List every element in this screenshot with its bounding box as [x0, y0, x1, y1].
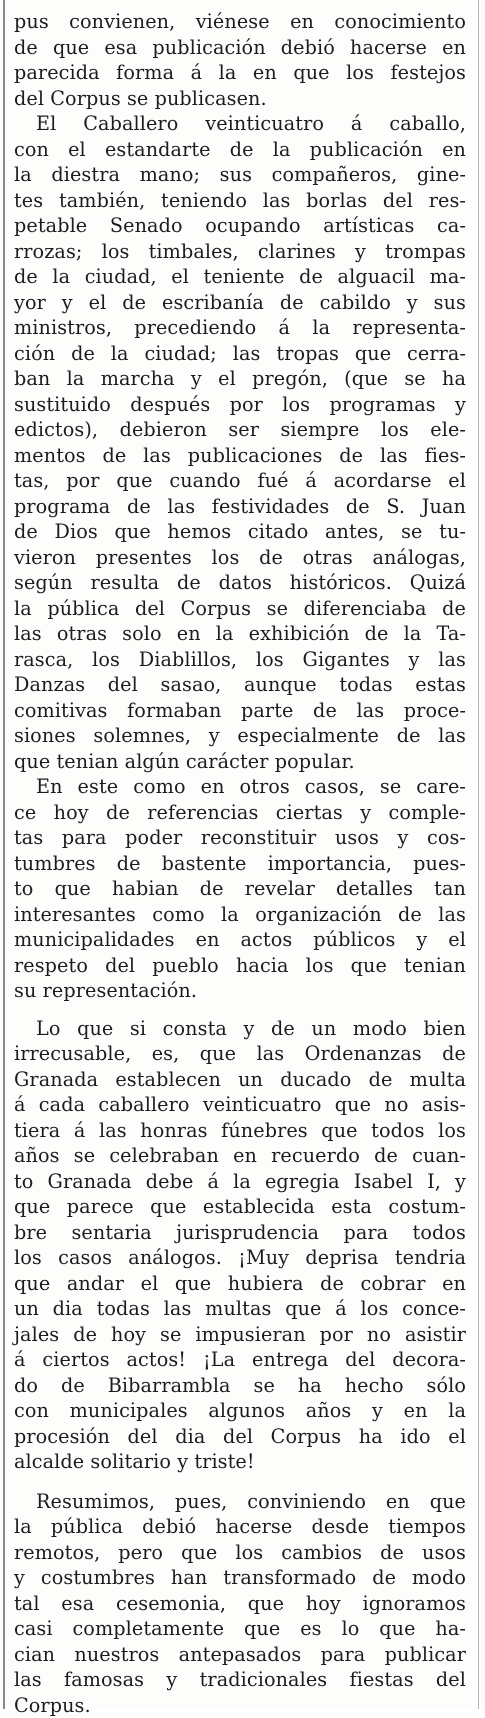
text-line: que andar el que hubiera de cobrar en	[14, 1271, 466, 1297]
text-line: rasca, los Diablillos, los Gigantes y las	[14, 647, 466, 673]
text-line: tas para poder reconstituir usos y cos-	[14, 825, 466, 851]
text-line: edictos), debieron ser siempre los ele-	[14, 417, 466, 443]
text-line: con municipales algunos años y en la	[14, 1398, 466, 1424]
text-line: la diestra mano; sus compañeros, gine-	[14, 162, 466, 188]
text-line: Danzas del sasao, aunque todas estas	[14, 672, 466, 698]
text-line: ban la marcha y el pregón, (que se ha	[14, 366, 466, 392]
text-line: comitivas formaban parte de las proce-	[14, 698, 466, 724]
text-line: to que habian de revelar detalles tan	[14, 876, 466, 902]
text-line: de que esa publicación debió hacerse en	[14, 35, 466, 61]
text-line: do de Bibarrambla se ha hecho sólo	[14, 1373, 466, 1399]
text-line: ministros, precediendo á la representa-	[14, 315, 466, 341]
text-line: irrecusable, es, que las Ordenanzas de	[14, 1041, 466, 1067]
text-line: respeto del pueblo hacia los que tenian	[14, 953, 466, 979]
text-line: jales de hoy se impusieran por no asistir	[14, 1322, 466, 1348]
text-line: de la ciudad, el teniente de alguacil ma-	[14, 264, 466, 290]
column-rule-left	[3, 0, 5, 1709]
text-line: El Caballero veinticuatro á caballo,	[14, 111, 466, 137]
article-column	[14, 0, 466, 1718]
text-line: tas, por que cuando fué á acordarse el	[14, 468, 466, 494]
text-line: tes también, teniendo las borlas del res-	[14, 188, 466, 214]
text-line: tumbres de bastente importancia, pues-	[14, 851, 466, 877]
text-line: vieron presentes los de otras análogas,	[14, 545, 466, 571]
text-line: los casos análogos. ¡Muy deprisa tendria	[14, 1245, 466, 1271]
text-line: bre sentaria jurisprudencia para todos	[14, 1220, 466, 1246]
text-line: municipalidades en actos públicos y el	[14, 927, 466, 953]
column-rule-right	[478, 0, 479, 1709]
text-line: ce hoy de referencias ciertas y comple-	[14, 800, 466, 826]
text-line: cian nuestros antepasados para publicar	[14, 1642, 466, 1668]
text-line: programa de las festividades de S. Juan	[14, 494, 466, 520]
text-line: que parece que establecida esta costum-	[14, 1194, 466, 1220]
text-line: alcalde solitario y triste!	[14, 1449, 466, 1475]
text-line: según resulta de datos históricos. Quizá	[14, 570, 466, 596]
text-line: Granada establecen un ducado de multa	[14, 1067, 466, 1093]
text-line: ción de la ciudad; las tropas que cerra-	[14, 341, 466, 367]
text-line: pus convienen, viénese en conocimiento	[14, 9, 466, 35]
text-line: un dia todas las multas que á los conce-	[14, 1296, 466, 1322]
text-line: del Corpus se publicasen.	[14, 86, 466, 112]
text-line: Lo que si consta y de un modo bien	[14, 1016, 466, 1042]
text-line: siones solemnes, y especialmente de las	[14, 723, 466, 749]
text-line: tal esa cesemonia, que hoy ignoramos	[14, 1591, 466, 1617]
text-line: petable Senado ocupando artísticas ca-	[14, 213, 466, 239]
text-line: que tenian algún carácter popular.	[14, 749, 466, 775]
text-line: la pública del Corpus se diferenciaba de	[14, 596, 466, 622]
text-line: procesión del dia del Corpus ha ido el	[14, 1424, 466, 1450]
text-line: de Dios que hemos citado antes, se tu-	[14, 519, 466, 545]
text-line: las otras solo en la exhibición de la Ta-	[14, 621, 466, 647]
text-line: la pública debió hacerse desde tiempos	[14, 1514, 466, 1540]
text-line: interesantes como la organización de las	[14, 902, 466, 928]
text-line: mentos de las publicaciones de las fies-	[14, 443, 466, 469]
text-line: á cada caballero veinticuatro que no asis-	[14, 1092, 466, 1118]
text-line: En este como en otros casos, se care-	[14, 774, 466, 800]
text-line: Resumimos, pues, conviniendo en que	[14, 1489, 466, 1515]
text-line: rrozas; los timbales, clarines y trompas	[14, 239, 466, 265]
text-line: casi completamente que es lo que ha-	[14, 1616, 466, 1642]
text-line: Corpus.	[14, 1693, 466, 1718]
text-line: yor y el de escribanía de cabildo y sus	[14, 290, 466, 316]
text-line: las famosas y tradicionales fiestas del	[14, 1667, 466, 1693]
text-line: tiera á las honras fúnebres que todos los	[14, 1118, 466, 1144]
text-line: sustituido después por los programas y	[14, 392, 466, 418]
text-line: con el estandarte de la publicación en	[14, 137, 466, 163]
text-line: y costumbres han transformado de modo	[14, 1565, 466, 1591]
text-line: á ciertos actos! ¡La entrega del decora-	[14, 1347, 466, 1373]
text-line: to Granada debe á la egregia Isabel I, y	[14, 1169, 466, 1195]
text-line: su representación.	[14, 978, 466, 1004]
text-line: años se celebraban en recuerdo de cuan-	[14, 1143, 466, 1169]
text-line: parecida forma á la en que los festejos	[14, 60, 466, 86]
text-line: remotos, pero que los cambios de usos	[14, 1540, 466, 1566]
